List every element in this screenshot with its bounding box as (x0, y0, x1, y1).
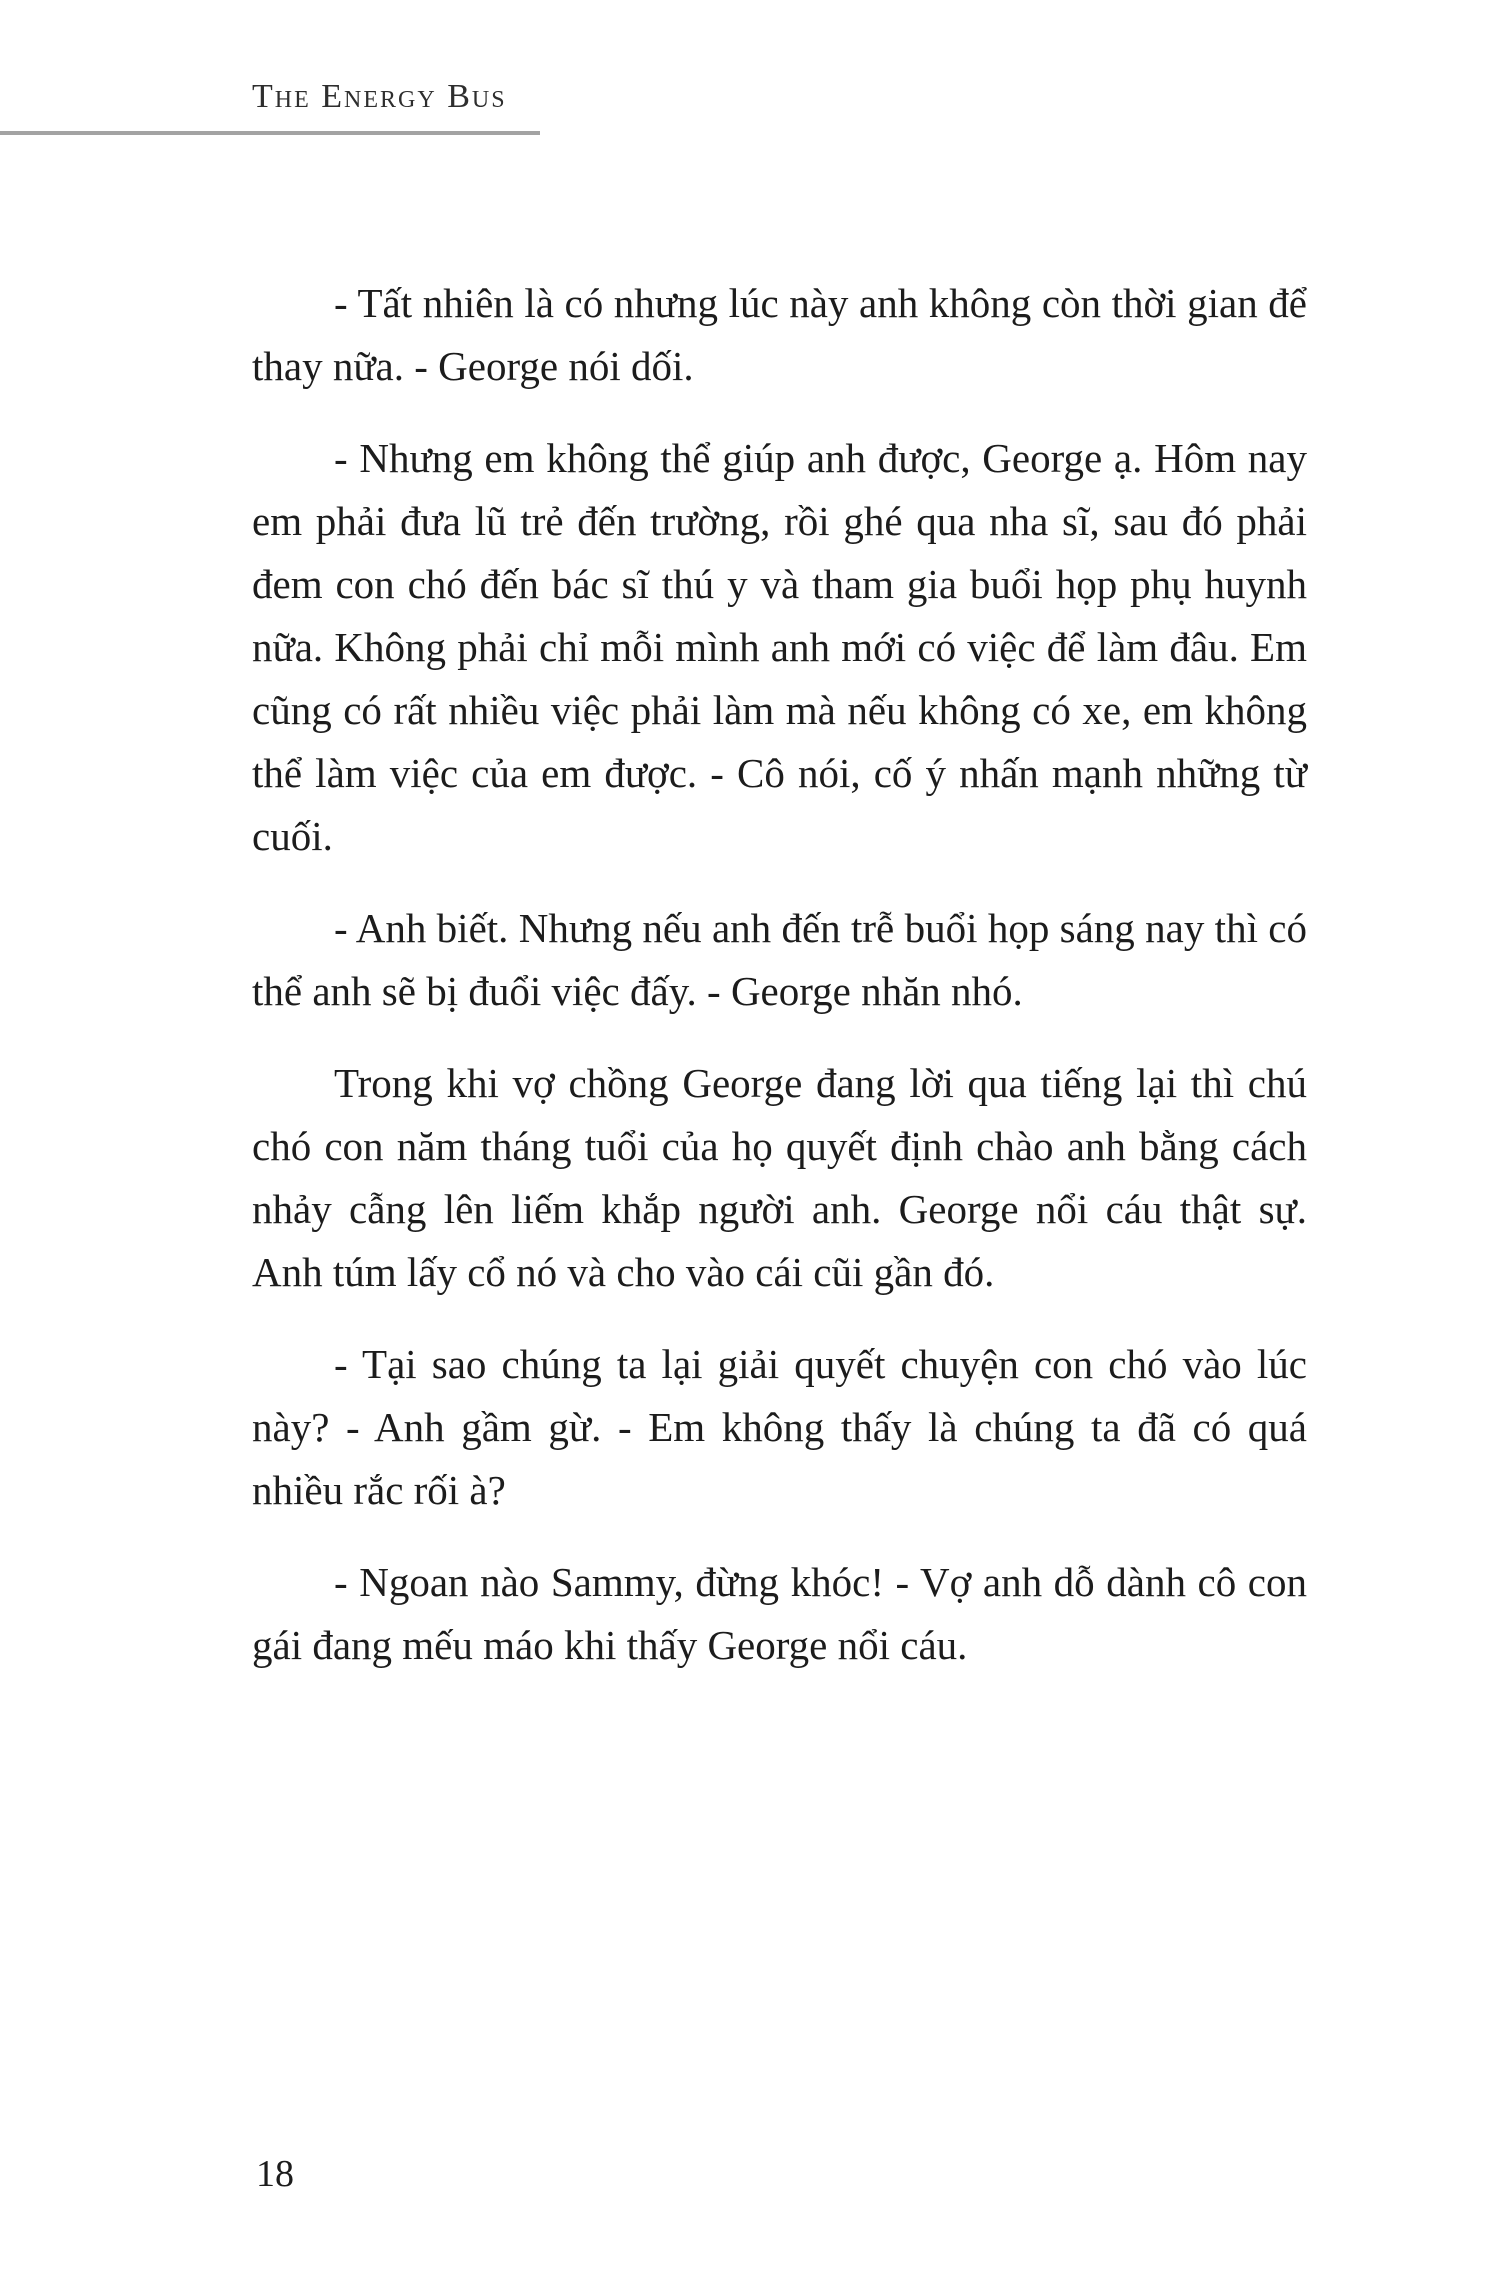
page-number: 18 (256, 2153, 294, 2195)
paragraph: - Tại sao chúng ta lại giải quyết chuyện con chó vào lúc này? - Anh gầm gừ. - Em không thấy là chúng ta đã có quá nhiều rắc rối à? (252, 1341, 1307, 1513)
paragraph: - Tất nhiên là có nhưng lúc này anh không còn thời gian để thay nữa. - George nói dối. (252, 280, 1307, 389)
paragraph: Trong khi vợ chồng George đang lời qua tiếng lại thì chú chó con năm tháng tuổi của họ quyết định chào anh bằng cách nhảy cẫng lên liếm khắp người anh. George nổi cáu thật sự. Anh túm lấy cổ nó và cho vào cái cũi gần đó. (252, 1060, 1307, 1295)
paragraph: - Anh biết. Nhưng nếu anh đến trễ buổi họp sáng nay thì có thể anh sẽ bị đuổi việc đấy. - George nhăn nhó. (252, 905, 1307, 1014)
paragraph: - Nhưng em không thể giúp anh được, George ạ. Hôm nay em phải đưa lũ trẻ đến trường, rồi ghé qua nha sĩ, sau đó phải đem con chó đến bác sĩ thú y và tham gia buổi họp phụ huynh nữa. Không phải chỉ mỗi mình anh mới có việc để làm đâu. Em cũng có rất nhiều việc phải làm mà nếu không có xe, em không thể làm việc của em được. - Cô nói, cố ý nhấn mạnh những từ cuối. (252, 435, 1307, 859)
running-header-title: The Energy Bus (252, 78, 507, 115)
paragraph: - Ngoan nào Sammy, đừng khóc! - Vợ anh dỗ dành cô con gái đang mếu máo khi thấy George nổi cáu. (252, 1559, 1307, 1668)
header-rule (0, 131, 540, 135)
page-body-text (252, 272, 1307, 1706)
